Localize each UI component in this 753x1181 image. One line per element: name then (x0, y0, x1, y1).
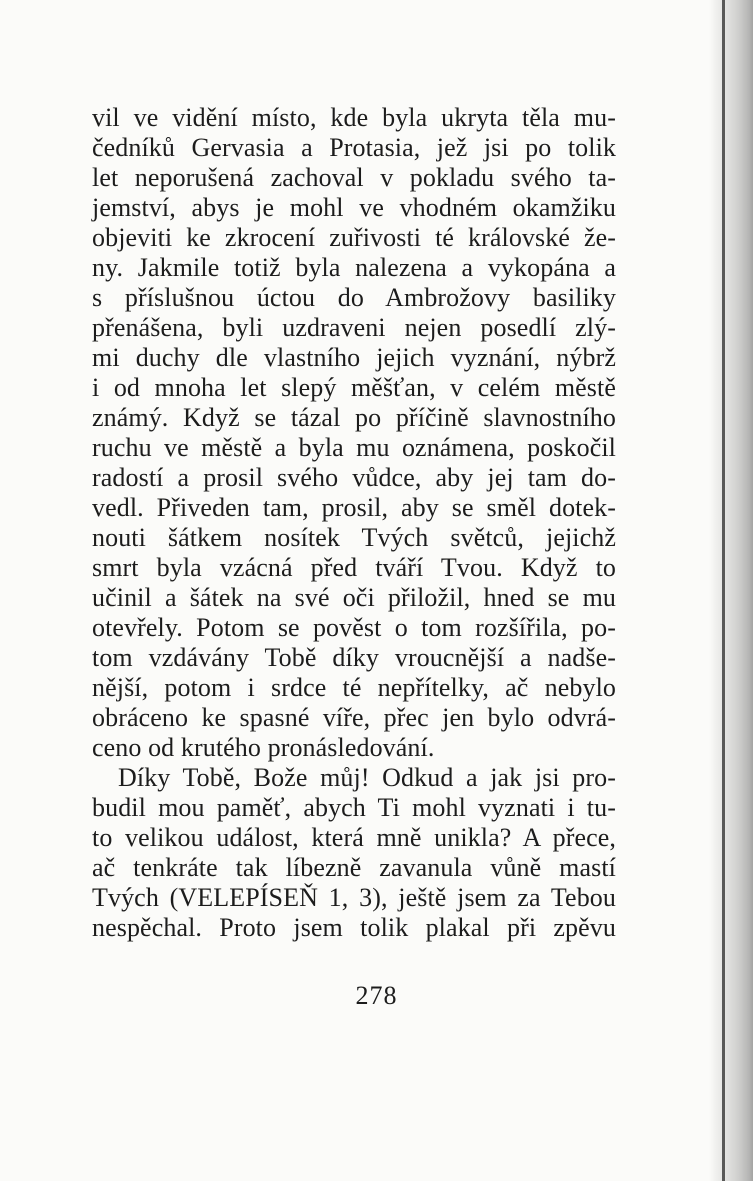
text-line: nější, potom i srdce té nepřítelky, ač nebylo (92, 673, 616, 702)
text-line: ny. Jakmile totiž byla nalezena a vykopána a (92, 253, 616, 282)
text-line: smrt byla vzácná před tváří Tvou. Když to (92, 553, 616, 582)
text-line: Tvých (VELEPÍSEŇ 1, 3), ještě jsem za Tebou (92, 883, 616, 912)
text-line: přenášena, byli uzdraveni nejen posedlí zlý- (92, 313, 616, 342)
text-line: i od mnoha let slepý měšťan, v celém městě (92, 373, 616, 402)
text-line: objeviti ke zkrocení zuřivosti té královské že- (92, 223, 616, 252)
text-line: obráceno ke spasné víře, přec jen bylo odvrá- (92, 703, 616, 732)
text-line: ruchu ve městě a byla mu oznámena, poskočil (92, 433, 616, 462)
text-line: s příslušnou úctou do Ambrožovy basiliky (92, 283, 616, 312)
text-line: tom vzdávány Tobě díky vroucnější a nadše- (92, 643, 616, 672)
text-line: jemství, abys je mohl ve vhodném okamžiku (92, 193, 616, 222)
page-number: 278 (355, 981, 398, 1010)
text-line: mi duchy dle vlastního jejich vyznání, nýbrž (92, 343, 616, 372)
text-line: ač tenkráte tak líbezně zavanula vůně mastí (92, 853, 616, 882)
text-line: Díky Tobě, Bože můj! Odkud a jak jsi pro- (118, 763, 616, 792)
text-line: budil mou paměť, abych Ti mohl vyznati i tu- (92, 793, 616, 822)
text-line: vedl. Přiveden tam, prosil, aby se směl dotek- (92, 493, 616, 522)
text-line: ceno od krutého pronásledování. (92, 733, 435, 762)
text-line: to velikou událost, která mně unikla? A přece, (92, 823, 616, 852)
text-line: čedníků Gervasia a Protasia, jež jsi po tolik (92, 133, 616, 162)
text-line: známý. Když se tázal po příčině slavnostního (92, 403, 616, 432)
text-line: nespěchal. Proto jsem tolik plakal při zpěvu (92, 913, 616, 942)
text-line: nouti šátkem nosítek Tvých světců, jejichž (92, 523, 616, 552)
body-text (92, 103, 616, 943)
text-line: let neporušená zachoval v pokladu svého ta- (92, 163, 616, 192)
text-line: vil ve vidění místo, kde byla ukryta těla mu- (92, 103, 616, 132)
text-line: učinil a šátek na své oči přiložil, hned se mu (92, 583, 616, 612)
text-line: radostí a prosil svého vůdce, aby jej tam do- (92, 463, 616, 492)
text-line: otevřely. Potom se pověst o tom rozšířila, po- (92, 613, 616, 642)
